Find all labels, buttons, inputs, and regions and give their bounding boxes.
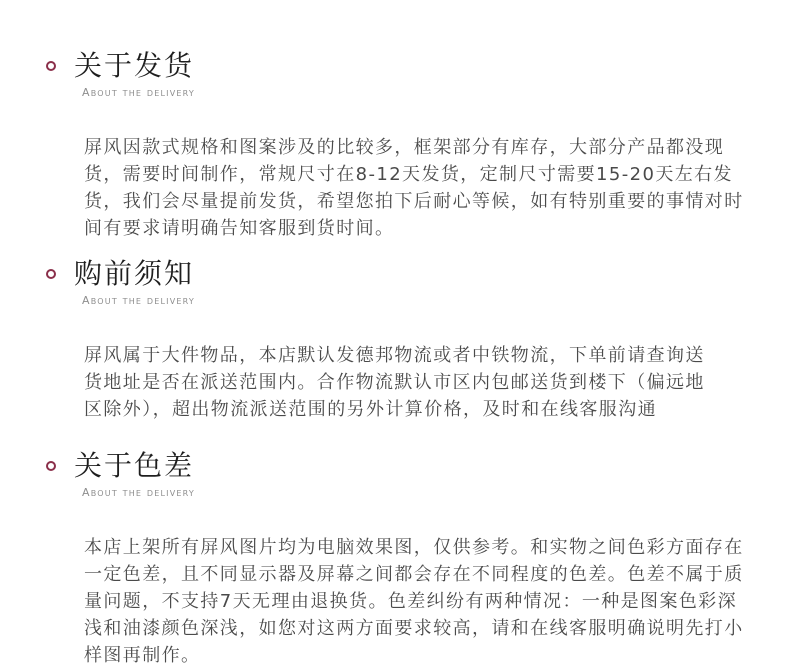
section-subtitle: About the delivery: [82, 294, 195, 307]
section-title: 关于发货: [74, 49, 195, 82]
section-body: 本店上架所有屏风图片均为电脑效果图，仅供参考。和实物之间色彩方面存在一定色差，且不同显示器及屏幕之间都会存在不同程度的色差。色差不属于质量问题，不支持7天无理由退换货。色差纠纷有两种情况：一种是图案色彩深浅和油漆颜色深浅，如您对这两方面要求较高，请和在线客服明确说明先打小样图再制作。: [84, 537, 744, 666]
section-heading: [46, 46, 194, 86]
section-subtitle: About the delivery: [82, 86, 195, 99]
section-body: 屏风因款式规格和图案涉及的比较多，框架部分有库存，大部分产品都没现货，需要时间制作，常规尺寸在8-12天发货，定制尺寸需要15-20天左右发货，我们会尽量提前发货，希望您拍下后耐心等候，如有特别重要的事情对时间有要求请明确告知客服到货时间。: [84, 137, 744, 239]
circle-bullet-icon: [46, 269, 56, 279]
section-subtitle: About the delivery: [82, 486, 195, 499]
circle-bullet-icon: [46, 461, 56, 471]
circle-bullet-icon: [46, 61, 56, 71]
section-heading: [46, 446, 194, 486]
section-heading: [46, 254, 194, 294]
section-body: 屏风属于大件物品，本店默认发德邦物流或者中铁物流，下单前请查询送货地址是否在派送范围内。合作物流默认市区内包邮送货到楼下（偏远地区除外），超出物流派送范围的另外计算价格，及时和在线客服沟通: [84, 345, 705, 420]
section-title: 关于色差: [74, 449, 195, 482]
section-title: 购前须知: [74, 257, 195, 290]
